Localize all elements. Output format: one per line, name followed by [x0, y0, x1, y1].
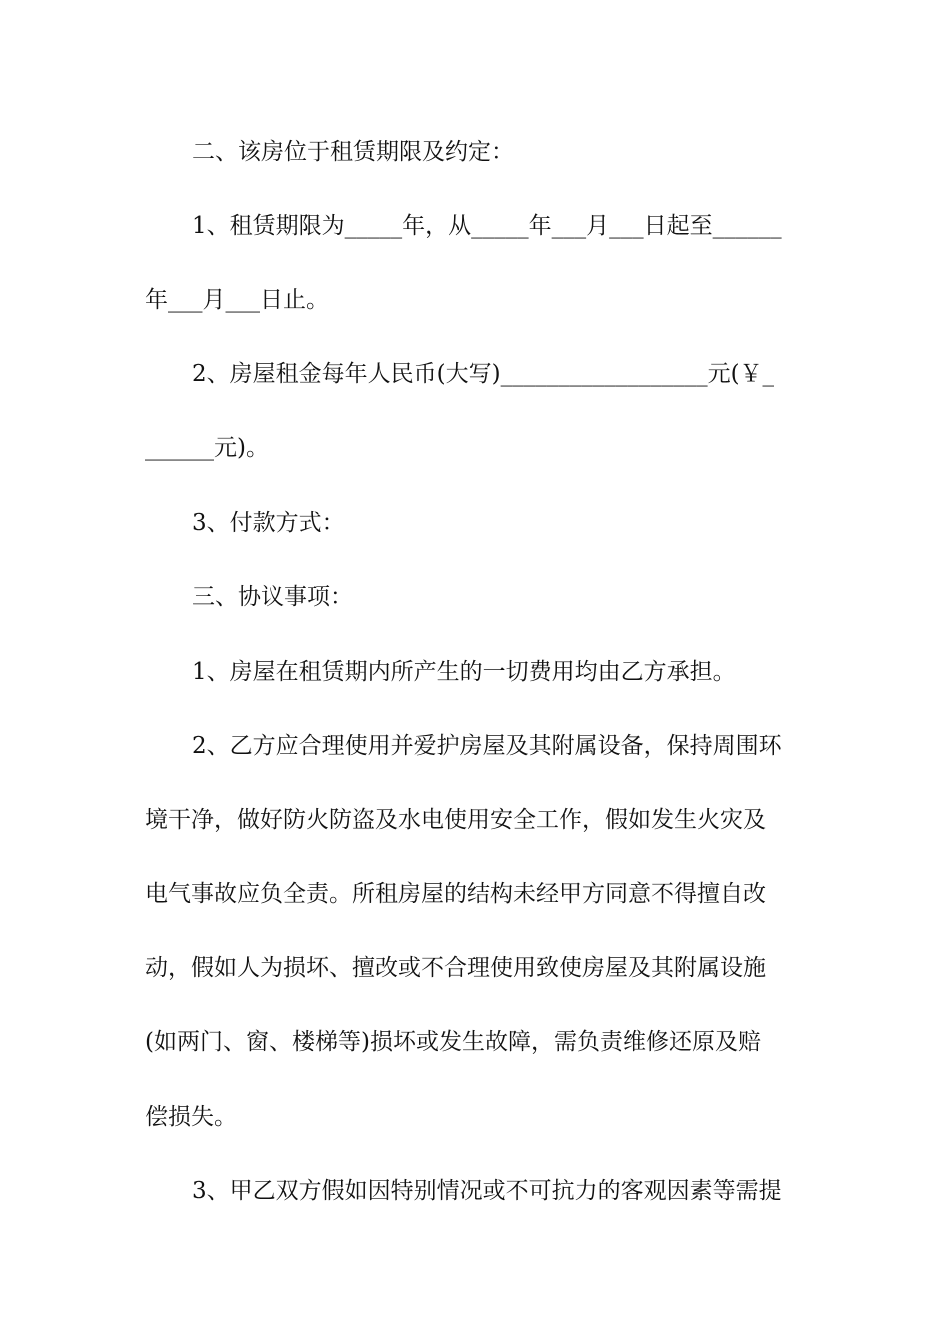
paragraph-line: 1、房屋在租赁期内所产生的一切费用均由乙方承担。	[192, 659, 736, 685]
paragraph-line: 3、甲乙双方假如因特别情况或不可抗力的客观因素等需提	[192, 1178, 782, 1204]
paragraph-line: (如两门、窗、楼梯等)损坏或发生故障，需负责维修还原及赔	[145, 1029, 761, 1055]
paragraph-line: 2、房屋租金每年人民币(大写)__________________元(￥_	[192, 361, 775, 387]
paragraph-line: 境干净，做好防火防盗及水电使用安全工作，假如发生火灾及	[145, 807, 766, 833]
paragraph-line: 2、乙方应合理使用并爱护房屋及其附属设备，保持周围环	[192, 733, 782, 759]
paragraph-line: 3、付款方式：	[192, 510, 345, 536]
paragraph-line: 电气事故应负全责。所租房屋的结构未经甲方同意不得擅自改	[145, 881, 766, 907]
paragraph-line: 1、租赁期限为_____年，从_____年___月___日起至______	[192, 213, 782, 239]
paragraph-line: ______元)。	[145, 435, 269, 461]
paragraph-line: 偿损失。	[145, 1104, 237, 1130]
paragraph-line: 动，假如人为损坏、擅改或不合理使用致使房屋及其附属设施	[145, 955, 766, 981]
section-heading-lease-term: 二、该房位于租赁期限及约定：	[192, 139, 514, 165]
paragraph-line: 年___月___日止。	[145, 287, 329, 313]
section-heading-agreement: 三、协议事项：	[192, 584, 353, 610]
